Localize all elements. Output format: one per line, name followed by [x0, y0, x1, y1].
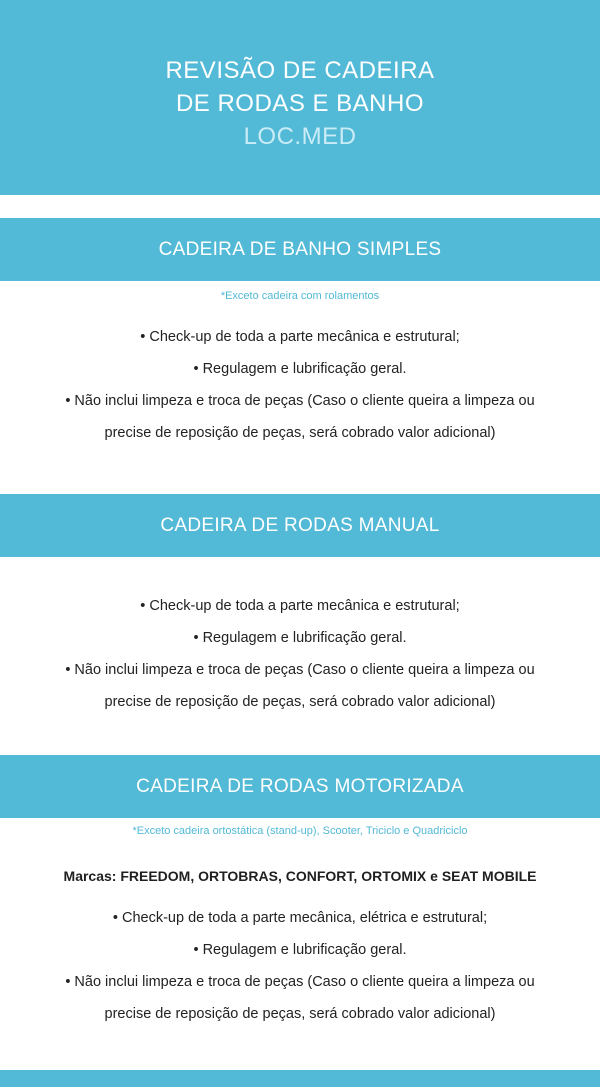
section-brands-rodas-motorizada: Marcas: FREEDOM, ORTOBRAS, CONFORT, ORTOMIX e SEAT MOBILE [63, 868, 537, 884]
list-item: precise de reposição de peças, será cobrado valor adicional) [104, 1006, 496, 1022]
section-list-rodas-manual [30, 590, 570, 718]
list-item: precise de reposição de peças, será cobrado valor adicional) [104, 694, 496, 710]
list-item: • Não inclui limpeza e troca de peças (Caso o cliente queira a limpeza ou [65, 393, 535, 409]
list-item: • Não inclui limpeza e troca de peças (Caso o cliente queira a limpeza ou [65, 662, 535, 678]
section-note-rodas-motorizada: *Exceto cadeira ortostática (stand-up), Scooter, Triciclo e Quadriciclo [132, 825, 468, 837]
list-item: • Check-up de toda a parte mecânica e estrutural; [140, 598, 460, 614]
hero-brand: LOC.MED [243, 123, 357, 150]
list-item: • Regulagem e lubrificação geral. [193, 630, 407, 646]
list-item: • Check-up de toda a parte mecânica, elétrica e estrutural; [112, 910, 488, 926]
hero-banner [0, 0, 600, 195]
hero-title-line1: REVISÃO DE CADEIRA [165, 57, 435, 84]
hero-title-line2: DE RODAS E BANHO [175, 90, 425, 117]
section-list-banho-simples [30, 321, 570, 449]
list-item: • Regulagem e lubrificação geral. [193, 361, 407, 377]
list-item: • Não inclui limpeza e troca de peças (Caso o cliente queira a limpeza ou [65, 974, 535, 990]
list-item: • Regulagem e lubrificação geral. [193, 942, 407, 958]
section-heading-banho-simples: CADEIRA DE BANHO SIMPLES [0, 218, 600, 281]
section-note-banho-simples: *Exceto cadeira com rolamentos [220, 290, 380, 302]
list-item: precise de reposição de peças, será cobrado valor adicional) [104, 425, 496, 441]
list-item: • Check-up de toda a parte mecânica e estrutural; [140, 329, 460, 345]
section-heading-rodas-manual: CADEIRA DE RODAS MANUAL [0, 494, 600, 557]
bottom-band [0, 1070, 600, 1087]
section-list-rodas-motorizada [30, 902, 570, 1030]
section-heading-rodas-motorizada: CADEIRA DE RODAS MOTORIZADA [0, 755, 600, 818]
